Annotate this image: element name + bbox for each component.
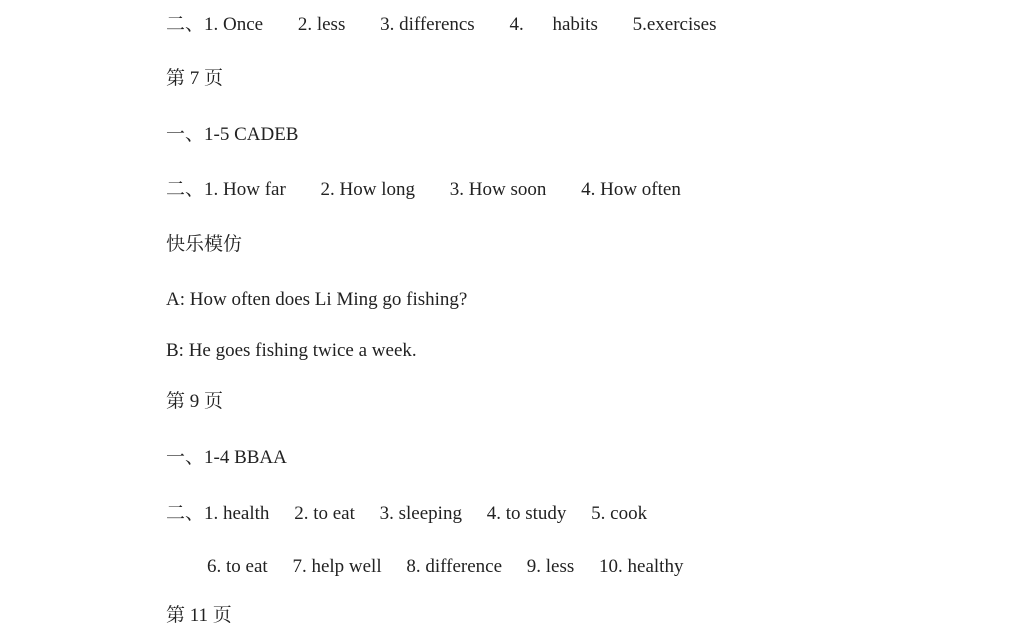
answer-item: 二、1. health xyxy=(166,503,270,524)
answer-item: 5. cook xyxy=(591,503,648,524)
answer-item: 8. difference xyxy=(406,556,503,577)
answer-item: 3. differencs xyxy=(380,14,475,35)
answer-line-4 xyxy=(166,178,681,202)
answer-item: 4. How often xyxy=(581,179,681,200)
page-heading: 第 9 页 xyxy=(166,391,224,412)
answer-item: 2. less xyxy=(297,14,346,35)
answer-item: 2. to eat xyxy=(294,503,355,524)
section-heading: 快乐模仿 xyxy=(166,234,243,255)
answer-line-3: 一、1-5 CADEB xyxy=(166,124,299,145)
answer-item: 4. xyxy=(509,14,524,35)
answer-item: 6. to eat xyxy=(207,556,268,577)
answer-item: 7. help well xyxy=(292,556,382,577)
dialogue-line-b: B: He goes fishing twice a week. xyxy=(166,340,417,361)
answer-item: 4. to study xyxy=(486,503,567,524)
answer-item: 9. less xyxy=(526,556,575,577)
answer-line-1 xyxy=(166,13,717,37)
dialogue-line-a: A: How often does Li Ming go fishing? xyxy=(166,289,468,310)
answer-line-11 xyxy=(207,555,683,579)
answer-line-9: 一、1-4 BBAA xyxy=(166,447,287,468)
answer-item: 二、1. Once xyxy=(166,14,264,35)
answer-item: 二、1. How far xyxy=(166,179,286,200)
page-heading: 第 11 页 xyxy=(166,605,232,626)
answer-item: 2. How long xyxy=(320,179,416,200)
page-heading: 第 7 页 xyxy=(166,68,224,89)
answer-item: habits xyxy=(552,14,598,35)
answer-item: 5.exercises xyxy=(632,14,717,35)
answer-line-10 xyxy=(166,502,647,526)
answer-item: 3. sleeping xyxy=(379,503,462,524)
answer-item: 10. healthy xyxy=(599,556,684,577)
answer-item: 3. How soon xyxy=(449,179,547,200)
